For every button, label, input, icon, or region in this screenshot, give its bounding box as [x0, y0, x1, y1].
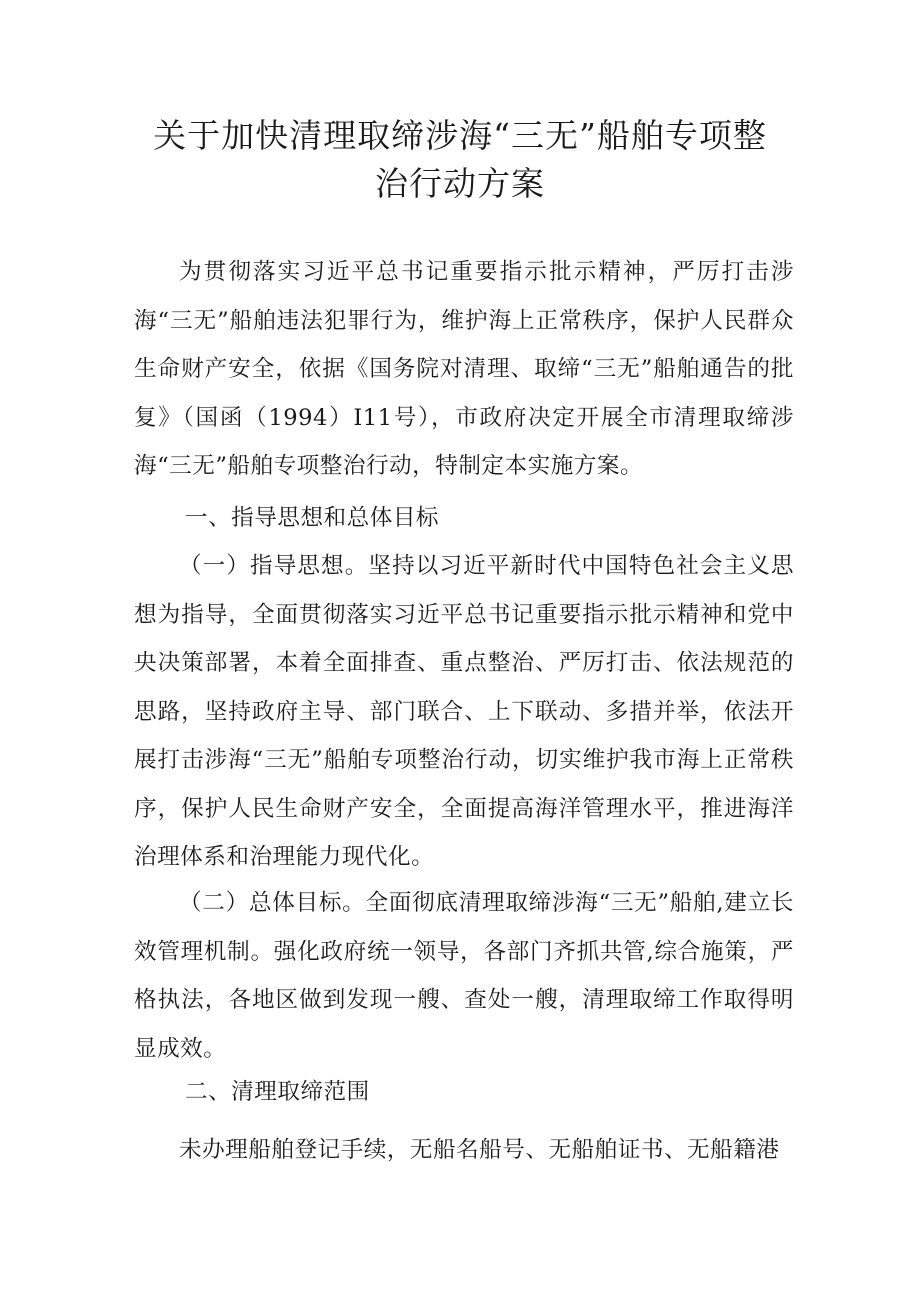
guiding-thought-paragraph: （一）指导思想。坚持以习近平新时代中国特色社会主义思想为指导，全面贯彻落实习近平总书记重要指示批示精神和党中央决策部署，本着全面排查、重点整治、严厉打击、依法规范的思路，坚持政府主导、部门联合、上下联动、多措并举，依法开展打击涉海“三无”船舶专项整治行动，切实维护我市海上正常秩序，保护人民生命财产安全，全面提高海洋管理水平，推进海洋治理体系和治理能力现代化。 — [134, 553, 794, 870]
scope-paragraph: 未办理船舶登记手续，无船名船号、无船舶证书、无船籍港 — [179, 1137, 780, 1163]
document-title-line-2: 治行动方案 — [375, 164, 545, 203]
document-title-line-1: 关于加快清理取缔涉海“三无”船舶专项整 — [153, 116, 767, 155]
section-heading-1: 一、指导思想和总体目标 — [185, 505, 440, 531]
section-heading-2: 二、清理取缔范围 — [185, 1079, 370, 1105]
overall-goal-paragraph: （二）总体目标。全面彻底清理取缔涉海“三无”船舶,建立长效管理机制。强化政府统一领导，各部门齐抓共管,综合施策，严格执法，各地区做到发现一艘、查处一艘，清理取缔工作取得明显成效。 — [134, 890, 794, 1062]
intro-paragraph: 为贯彻落实习近平总书记重要指示批示精神，严厉打击涉海“三无”船舶违法犯罪行为，维护海上正常秩序，保护人民群众生命财产安全，依据《国务院对清理、取缔“三无”船舶通告的批复》（国函（1994）I11号），市政府决定开展全市清理取缔涉海“三无”船舶专项整治行动，特制定本实施方案。 — [134, 259, 794, 479]
